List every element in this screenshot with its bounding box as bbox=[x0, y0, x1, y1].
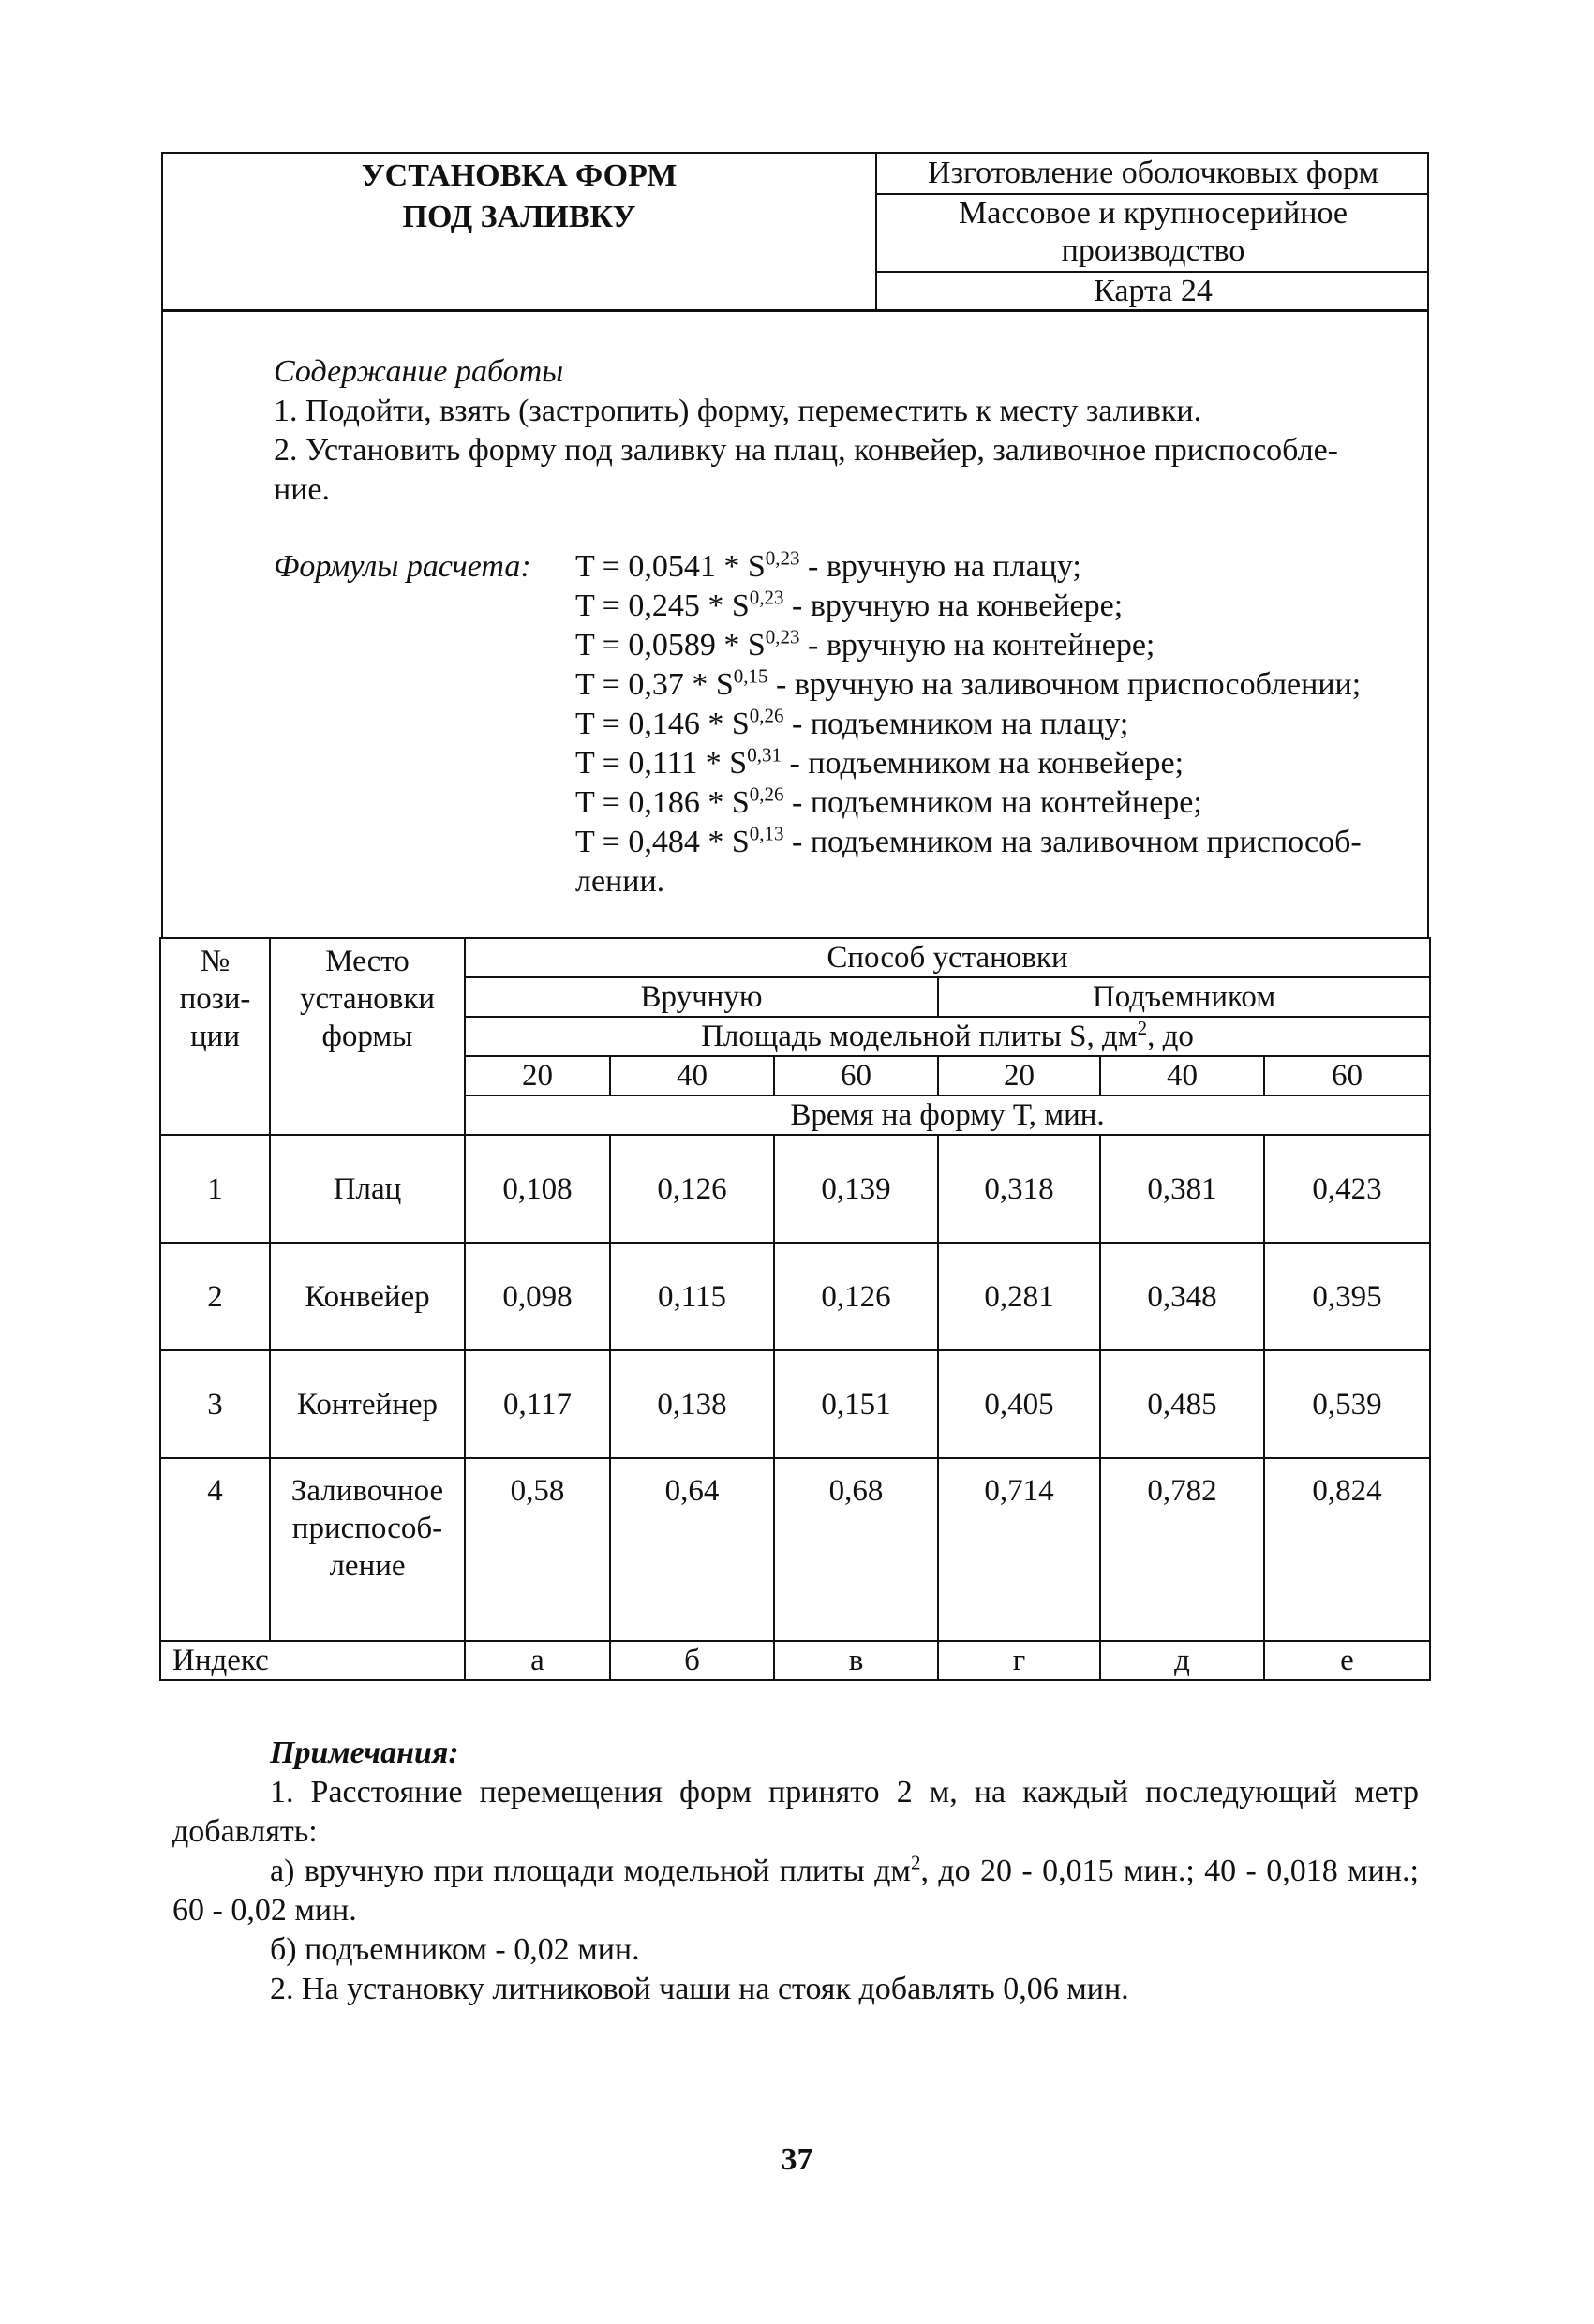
formula-base: T = 0,245 * S bbox=[575, 588, 750, 623]
header-text: № bbox=[200, 945, 231, 978]
formula-desc: - подъемником на конвейере; bbox=[781, 746, 1184, 781]
notes bbox=[172, 1734, 1419, 2009]
formula-base: T = 0,0541 * S bbox=[575, 549, 766, 584]
formula-exponent: 0,23 bbox=[765, 625, 800, 648]
category: Изготовление оболочковых форм bbox=[877, 154, 1429, 195]
cell-value: 0,423 bbox=[1264, 1135, 1430, 1243]
formula bbox=[575, 783, 1362, 823]
time-header: Время на форму Т, мин. bbox=[465, 1095, 1430, 1135]
formula bbox=[575, 665, 1362, 705]
area-text: Площадь модельной плиты S, дм bbox=[701, 1020, 1138, 1053]
col-position bbox=[160, 938, 270, 1135]
cell-value: 0,126 bbox=[610, 1135, 774, 1243]
page-number: 37 bbox=[781, 2142, 813, 2177]
area-value: 20 bbox=[465, 1056, 610, 1095]
table-row bbox=[160, 1243, 1430, 1350]
cell-value: 0,824 bbox=[1264, 1458, 1430, 1641]
place-line: приспособ- bbox=[291, 1512, 443, 1545]
note-1: 1. Расстояние перемещения форм принято 2 м, на каждый последующий метр добавлять: bbox=[172, 1775, 1419, 1849]
cell-value: 0,151 bbox=[774, 1350, 938, 1458]
table-row bbox=[160, 1350, 1430, 1458]
index-row bbox=[160, 1641, 1430, 1680]
formula-exponent: 0,23 bbox=[765, 546, 800, 570]
formula-desc: - вручную на плацу; bbox=[799, 549, 1081, 584]
formula-base: T = 0,186 * S bbox=[575, 785, 750, 820]
formula bbox=[575, 587, 1362, 626]
formula-exponent: 0,26 bbox=[749, 704, 784, 727]
area-value: 40 bbox=[610, 1056, 774, 1095]
formula bbox=[575, 547, 1362, 587]
formula-continuation: лении. bbox=[575, 864, 665, 899]
lift-header: Подъемником bbox=[938, 977, 1430, 1017]
place-line: ление bbox=[329, 1549, 406, 1583]
cell-value: 0,58 bbox=[465, 1458, 610, 1641]
method-header: Способ установки bbox=[465, 938, 1430, 977]
formula-desc: - вручную на конвейере; bbox=[783, 588, 1124, 623]
formula-exponent: 0,31 bbox=[747, 743, 782, 767]
formula-desc: - вручную на заливочном приспособлении; bbox=[767, 667, 1362, 702]
header-text: ции bbox=[190, 1020, 240, 1053]
formula bbox=[575, 705, 1362, 744]
cell-place: Плац bbox=[270, 1135, 465, 1243]
table-row bbox=[160, 1458, 1430, 1641]
manual-header: Вручную bbox=[465, 977, 938, 1017]
area-value: 60 bbox=[1264, 1056, 1430, 1095]
formula-base: T = 0,37 * S bbox=[575, 667, 734, 702]
note-1b: б) подъемником - 0,02 мин. bbox=[270, 1932, 640, 1967]
area-value: 60 bbox=[774, 1056, 938, 1095]
formula-exponent: 0,15 bbox=[733, 664, 768, 688]
cell-value: 0,68 bbox=[774, 1458, 938, 1641]
cell-position: 3 bbox=[160, 1350, 270, 1458]
norms-table bbox=[159, 937, 1431, 1681]
cell-position: 1 bbox=[160, 1135, 270, 1243]
area-text: , до bbox=[1147, 1020, 1194, 1053]
production-line: производство bbox=[1061, 233, 1245, 268]
area-sup: 2 bbox=[1137, 1017, 1148, 1039]
area-value: 20 bbox=[938, 1056, 1100, 1095]
notes-heading: Примечания: bbox=[270, 1736, 459, 1770]
cell-value: 0,138 bbox=[610, 1350, 774, 1458]
cell-value: 0,714 bbox=[938, 1458, 1100, 1641]
index-value: д bbox=[1100, 1641, 1264, 1680]
note-text: а) вручную при площади модельной плиты дм bbox=[270, 1854, 911, 1888]
cell-value: 0,098 bbox=[465, 1243, 610, 1350]
cell-place: Конвейер bbox=[270, 1243, 465, 1350]
card-number: Карта 24 bbox=[1094, 274, 1213, 308]
production-type bbox=[877, 195, 1429, 273]
cell-value: 0,64 bbox=[610, 1458, 774, 1641]
work-step-1: 1. Подойти, взять (застропить) форму, переместить к месту заливки. bbox=[274, 394, 1202, 428]
formula-exponent: 0,13 bbox=[749, 822, 784, 845]
formula-base: T = 0,484 * S bbox=[575, 825, 750, 859]
card-header bbox=[161, 152, 1429, 312]
cell-value: 0,126 bbox=[774, 1243, 938, 1350]
index-label: Индекс bbox=[160, 1641, 465, 1680]
formula-desc: - подъемником на плацу; bbox=[783, 707, 1129, 741]
formula-exponent: 0,23 bbox=[749, 586, 784, 609]
production-line: Массовое и крупносерийное bbox=[958, 196, 1348, 231]
note-sup: 2 bbox=[910, 1851, 921, 1874]
title-line: ПОД ЗАЛИВКУ bbox=[402, 200, 636, 234]
cell-place bbox=[270, 1458, 465, 1641]
header-info bbox=[875, 154, 1429, 309]
work-step-2-cont: ние. bbox=[274, 472, 330, 507]
formula bbox=[575, 823, 1362, 862]
card-title bbox=[163, 154, 875, 238]
index-value: в bbox=[774, 1641, 938, 1680]
area-header bbox=[465, 1017, 1430, 1056]
formula-desc: - подъемником на заливочном приспособ- bbox=[783, 825, 1362, 859]
col-place bbox=[270, 938, 465, 1135]
cell-place: Контейнер bbox=[270, 1350, 465, 1458]
cell-value: 0,395 bbox=[1264, 1243, 1430, 1350]
table-row bbox=[160, 1135, 1430, 1243]
header-text: Место bbox=[325, 945, 410, 978]
cell-value: 0,485 bbox=[1100, 1350, 1264, 1458]
cell-value: 0,405 bbox=[938, 1350, 1100, 1458]
cell-value: 0,139 bbox=[774, 1135, 938, 1243]
work-heading: Содержание работы bbox=[274, 354, 564, 389]
formula-base: T = 0,146 * S bbox=[575, 707, 750, 741]
index-value: е bbox=[1264, 1641, 1430, 1680]
formulas-list bbox=[575, 547, 1362, 901]
formula-exponent: 0,26 bbox=[749, 782, 784, 806]
header-text: пози- bbox=[179, 982, 251, 1016]
formula-base: T = 0,0589 * S bbox=[575, 628, 766, 663]
cell-value: 0,381 bbox=[1100, 1135, 1264, 1243]
cell-value: 0,108 bbox=[465, 1135, 610, 1243]
cell-value: 0,318 bbox=[938, 1135, 1100, 1243]
cell-value: 0,117 bbox=[465, 1350, 610, 1458]
header-text: установки bbox=[299, 982, 436, 1016]
cell-position: 4 bbox=[160, 1458, 270, 1641]
note-1a bbox=[172, 1852, 1419, 1930]
header-row bbox=[160, 938, 1430, 977]
formula bbox=[575, 744, 1362, 783]
area-value: 40 bbox=[1100, 1056, 1264, 1095]
index-value: г bbox=[938, 1641, 1100, 1680]
work-step-2: 2. Установить форму под заливку на плац, конвейер, заливочное приспособле- bbox=[274, 433, 1338, 468]
formula-desc: - подъемником на контейнере; bbox=[783, 785, 1202, 820]
formulas-label: Формулы расчета: bbox=[274, 549, 531, 584]
header-text: формы bbox=[321, 1020, 413, 1053]
note-text: , до 20 - 0,015 мин.; 40 - 0,018 мин.; 60 - 0,02 мин. bbox=[172, 1854, 1419, 1928]
cell-value: 0,115 bbox=[610, 1243, 774, 1350]
cell-value: 0,348 bbox=[1100, 1243, 1264, 1350]
cell-value: 0,539 bbox=[1264, 1350, 1430, 1458]
index-value: б bbox=[610, 1641, 774, 1680]
formula-base: T = 0,111 * S bbox=[575, 746, 748, 781]
formula bbox=[575, 626, 1362, 665]
work-content bbox=[274, 352, 1338, 510]
index-value: а bbox=[465, 1641, 610, 1680]
cell-value: 0,782 bbox=[1100, 1458, 1264, 1641]
title-line: УСТАНОВКА ФОРМ bbox=[361, 158, 678, 193]
place-line: Заливочное bbox=[290, 1474, 444, 1508]
cell-position: 2 bbox=[160, 1243, 270, 1350]
formula-desc: - вручную на контейнере; bbox=[799, 628, 1155, 663]
cell-value: 0,281 bbox=[938, 1243, 1100, 1350]
note-2: 2. На установку литниковой чаши на стояк добавлять 0,06 мин. bbox=[270, 1972, 1129, 2006]
